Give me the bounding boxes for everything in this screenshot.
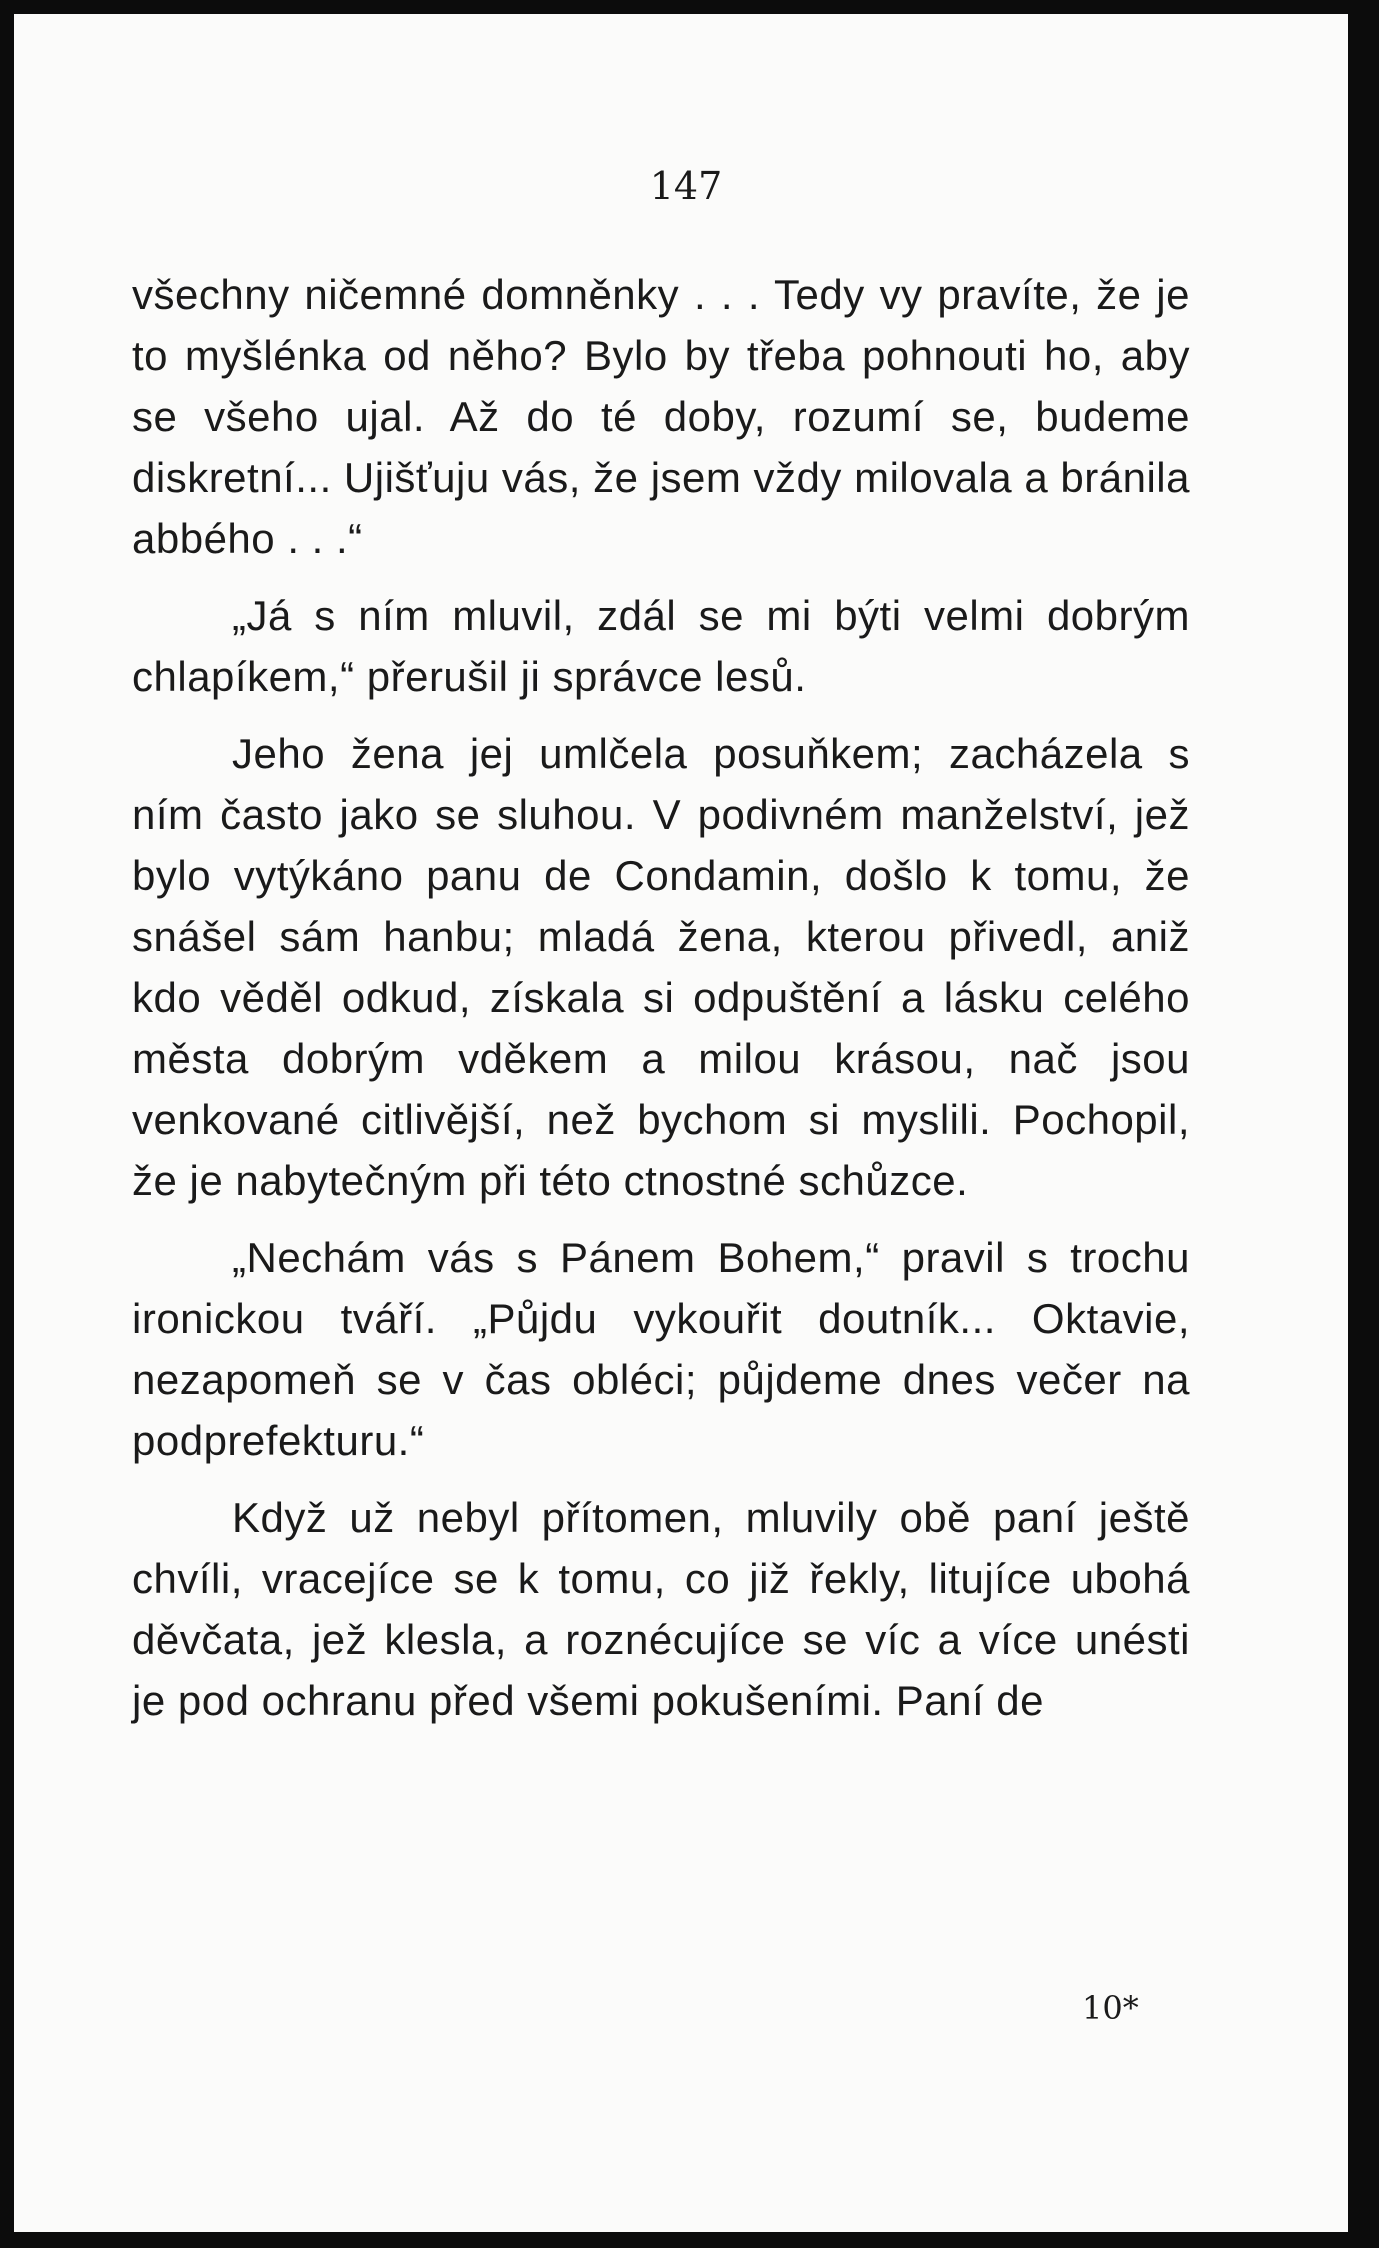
signature-mark: 10* bbox=[1082, 1989, 1139, 2027]
paragraph-1: všechny ničemné domněnky . . . Tedy vy pravíte, že je to myšlénka od něho? Bylo by třeba pohnouti ho, aby se všeho ujal. Až do té doby, rozumí se, budeme diskretní... Ujišťuju vás, že jsem vždy milovala a bránila abbého . . .“ bbox=[132, 271, 1190, 562]
paragraph-3: Jeho žena jej umlčela posuňkem; zacházela s ním často jako se sluhou. V podivném manželství, jež bylo vytýkáno panu de Condamin, došlo k tomu, že snášel sám hanbu; mladá žena, kterou přivedl, aniž kdo věděl odkud, získala si odpuštění a lásku celého města dobrým vděkem a milou krásou, nač jsou venkované citlivější, než bychom si myslili. Pochopil, že je nabytečným při této ctnostné schůzce. bbox=[132, 730, 1190, 1204]
paragraph-4: „Nechám vás s Pánem Bohem,“ pravil s trochu ironickou tváří. „Půjdu vykouřit doutník... Oktavie, nezapomeň se v čas obléci; půjdeme dnes večer na podprefekturu.“ bbox=[132, 1234, 1190, 1464]
body-text bbox=[132, 264, 1190, 1731]
paragraph-2: „Já s ním mluvil, zdál se mi býti velmi dobrým chlapíkem,“ přerušil ji správce lesů. bbox=[132, 592, 1190, 700]
paragraph-5: Když už nebyl přítomen, mluvily obě paní ještě chvíli, vracejíce se k tomu, co již řekly, litujíce ubohá děvčata, jež klesla, a roznécujíce se víc a více unésti je pod ochranu před všemi pokušeními. Paní de bbox=[132, 1494, 1190, 1724]
book-page bbox=[14, 14, 1348, 2232]
page-number: 147 bbox=[649, 164, 723, 208]
